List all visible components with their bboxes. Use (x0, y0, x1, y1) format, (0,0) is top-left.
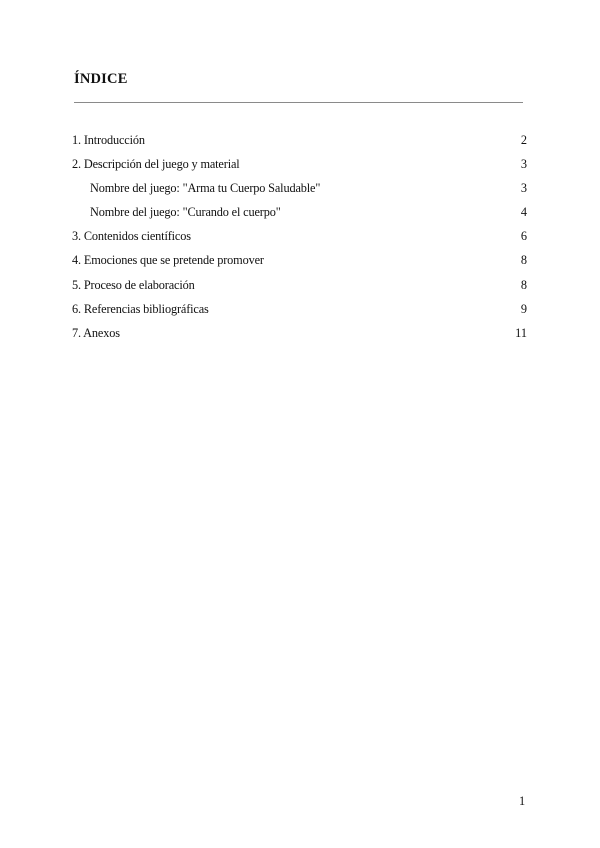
toc-entry[interactable] (72, 300, 527, 324)
toc-entry[interactable] (72, 131, 527, 155)
toc-entry[interactable] (72, 276, 527, 300)
toc-subentry[interactable] (72, 179, 527, 203)
toc-entry-page: 3 (520, 157, 527, 172)
toc-entry-label: Nombre del juego: "Curando el cuerpo" (90, 205, 281, 220)
toc-entry-label: 3. Contenidos científicos (72, 229, 191, 244)
toc-entry-label: 4. Emociones que se pretende promover (72, 253, 264, 268)
title-divider (74, 102, 523, 103)
toc-entry[interactable] (72, 227, 527, 251)
toc-entry-label: 2. Descripción del juego y material (72, 157, 240, 172)
toc-entry-page: 4 (520, 205, 527, 220)
toc-entry-page: 3 (520, 181, 527, 196)
page-number: 1 (519, 794, 526, 808)
toc-entry-label: 5. Proceso de elaboración (72, 277, 195, 292)
toc-entry-page: 6 (520, 229, 527, 244)
toc-entry-page: 8 (520, 253, 527, 268)
index-title: ÍNDICE (74, 71, 128, 87)
toc-entry-label: 6. Referencias bibliográficas (72, 301, 209, 316)
toc-entry[interactable] (72, 324, 527, 348)
toc-entry-label: Nombre del juego: "Arma tu Cuerpo Saludable" (90, 181, 321, 196)
toc-entry-label: 1. Introducción (72, 133, 145, 147)
table-of-contents (72, 131, 527, 348)
toc-entry[interactable] (72, 251, 527, 275)
toc-entry-page: 2 (520, 133, 527, 147)
toc-entry-label: 7. Anexos (72, 325, 120, 340)
toc-entry-page: 11 (515, 325, 527, 340)
toc-entry[interactable] (72, 155, 527, 179)
toc-subentry[interactable] (72, 203, 527, 227)
toc-entry-page: 9 (520, 301, 527, 316)
toc-entry-page: 8 (520, 277, 527, 292)
